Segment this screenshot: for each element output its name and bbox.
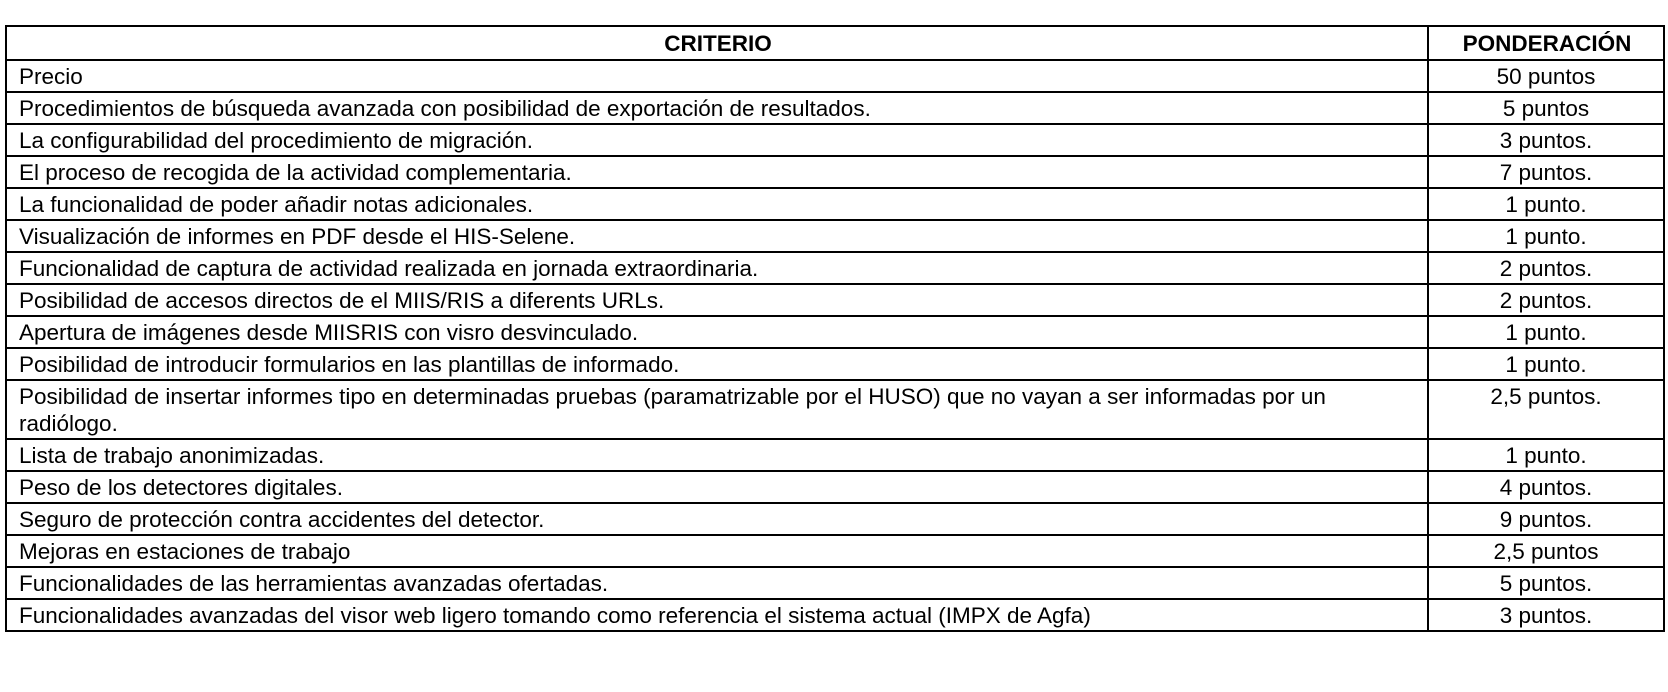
- criterion-cell: Apertura de imágenes desde MIISRIS con visro desvinculado.: [6, 316, 1428, 348]
- weight-cell: 1 punto.: [1428, 439, 1664, 471]
- criterion-cell: Funcionalidades avanzadas del visor web ligero tomando como referencia el sistema actual (IMPX de Agfa): [6, 599, 1428, 631]
- criterion-cell: Posibilidad de insertar informes tipo en determinadas pruebas (paramatrizable por el HUSO) que no vayan a ser informadas por un radiólogo.: [6, 380, 1428, 439]
- header-ponderacion: PONDERACIÓN: [1428, 26, 1664, 60]
- weight-cell: 5 puntos: [1428, 92, 1664, 124]
- weight-cell: 9 puntos.: [1428, 503, 1664, 535]
- weight-cell: 3 puntos.: [1428, 599, 1664, 631]
- weight-cell: 50 puntos: [1428, 60, 1664, 92]
- table-row: [6, 188, 1664, 220]
- criterion-cell: La funcionalidad de poder añadir notas adicionales.: [6, 188, 1428, 220]
- weight-cell: 5 puntos.: [1428, 567, 1664, 599]
- criteria-table-container: [5, 25, 1663, 632]
- criterion-cell: Posibilidad de introducir formularios en las plantillas de informado.: [6, 348, 1428, 380]
- table-row: [6, 439, 1664, 471]
- weight-cell: 7 puntos.: [1428, 156, 1664, 188]
- table-row: [6, 503, 1664, 535]
- criterion-cell: Mejoras en estaciones de trabajo: [6, 535, 1428, 567]
- header-criterio: CRITERIO: [6, 26, 1428, 60]
- criterion-cell: Visualización de informes en PDF desde el HIS-Selene.: [6, 220, 1428, 252]
- criterion-cell: La configurabilidad del procedimiento de migración.: [6, 124, 1428, 156]
- weight-cell: 1 punto.: [1428, 220, 1664, 252]
- table-header-row: [6, 26, 1664, 60]
- table-row: [6, 156, 1664, 188]
- weight-cell: 2 puntos.: [1428, 284, 1664, 316]
- criterion-cell: El proceso de recogida de la actividad complementaria.: [6, 156, 1428, 188]
- table-row: [6, 567, 1664, 599]
- criterion-cell: Peso de los detectores digitales.: [6, 471, 1428, 503]
- table-row: [6, 380, 1664, 439]
- criterion-cell: Posibilidad de accesos directos de el MIIS/RIS a diferents URLs.: [6, 284, 1428, 316]
- table-row: [6, 348, 1664, 380]
- table-row: [6, 471, 1664, 503]
- weight-cell: 2,5 puntos: [1428, 535, 1664, 567]
- table-row: [6, 252, 1664, 284]
- weight-cell: 1 punto.: [1428, 188, 1664, 220]
- table-row: [6, 599, 1664, 631]
- table-row: [6, 284, 1664, 316]
- weight-cell: 1 punto.: [1428, 348, 1664, 380]
- weight-cell: 2 puntos.: [1428, 252, 1664, 284]
- criterion-cell: Funcionalidades de las herramientas avanzadas ofertadas.: [6, 567, 1428, 599]
- weight-cell: 4 puntos.: [1428, 471, 1664, 503]
- table-row: [6, 124, 1664, 156]
- table-row: [6, 316, 1664, 348]
- table-row: [6, 92, 1664, 124]
- weight-cell: 3 puntos.: [1428, 124, 1664, 156]
- table-row: [6, 220, 1664, 252]
- table-row: [6, 60, 1664, 92]
- criterion-cell: Precio: [6, 60, 1428, 92]
- criterion-cell: Lista de trabajo anonimizadas.: [6, 439, 1428, 471]
- criterion-cell: Procedimientos de búsqueda avanzada con posibilidad de exportación de resultados.: [6, 92, 1428, 124]
- criterion-cell: Funcionalidad de captura de actividad realizada en jornada extraordinaria.: [6, 252, 1428, 284]
- criteria-table: [5, 25, 1665, 632]
- criterion-cell: Seguro de protección contra accidentes del detector.: [6, 503, 1428, 535]
- weight-cell: 2,5 puntos.: [1428, 380, 1664, 439]
- weight-cell: 1 punto.: [1428, 316, 1664, 348]
- table-row: [6, 535, 1664, 567]
